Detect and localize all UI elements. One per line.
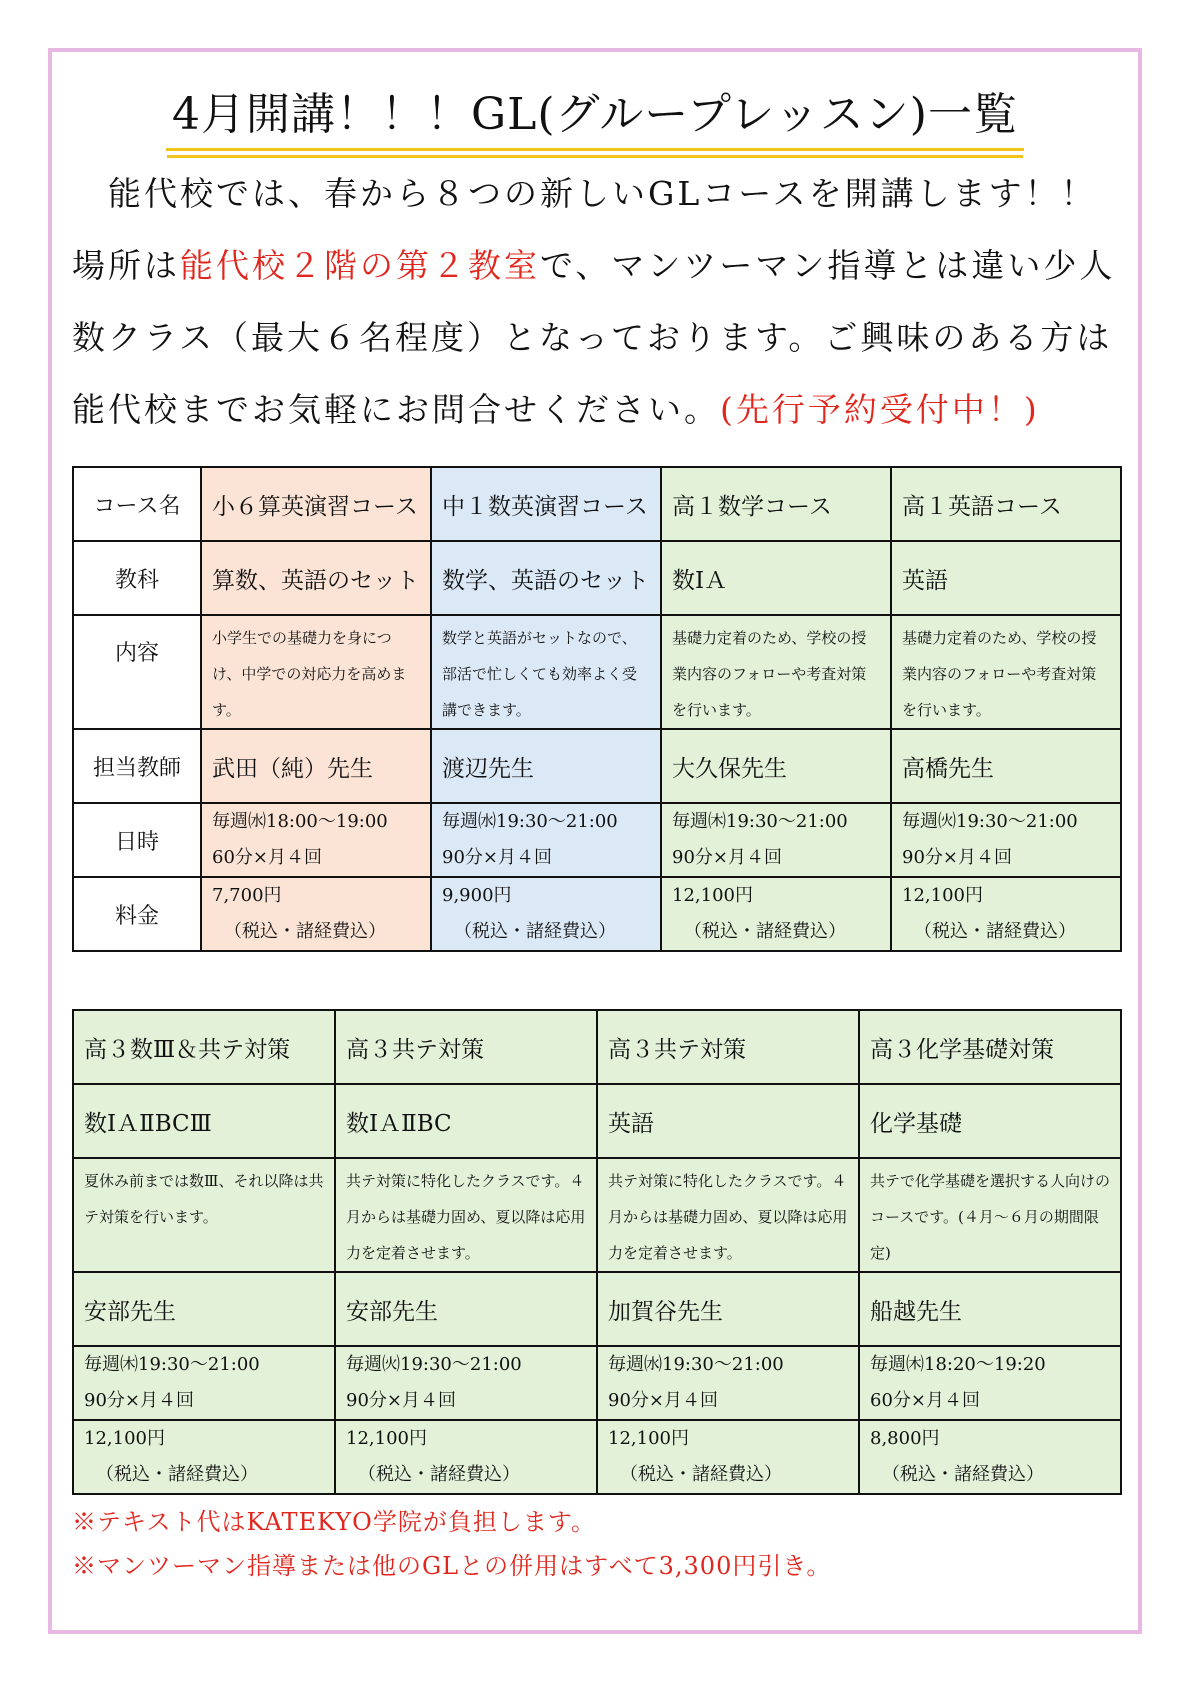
schedule-time: 毎週㈫19:30～21:00 xyxy=(346,1354,522,1375)
page-title: 4月開講！！！GL(グループレッスン)一覧 xyxy=(166,78,1024,151)
schedule-time: 毎週㈭19:30～21:00 xyxy=(672,811,848,832)
intro-line-2 xyxy=(72,230,1132,302)
course-price xyxy=(661,877,891,951)
course-content: 基礎力定着のため、学校の授業内容のフォローや考査対策を行います。 xyxy=(661,615,891,729)
schedule-time: 毎週㈬19:30～21:00 xyxy=(442,811,618,832)
course-schedule xyxy=(661,803,891,877)
course-subject: 数学、英語のセット xyxy=(431,541,661,615)
course-price xyxy=(431,877,661,951)
course-schedule xyxy=(597,1346,859,1420)
course-content: 共テで化学基礎を選択する人向けのコースです。(４月～６月の期間限定) xyxy=(859,1158,1121,1272)
course-price xyxy=(597,1420,859,1494)
row-course-name xyxy=(73,467,1121,541)
course-subject: 数ⅠＡ xyxy=(661,541,891,615)
price-tax-note: （税込・諸経費込） xyxy=(224,921,386,942)
course-schedule xyxy=(431,803,661,877)
intro-line-4 xyxy=(72,374,1132,446)
price-amount: 12,100円 xyxy=(902,885,983,906)
course-content: 夏休み前までは数Ⅲ、それ以降は共テ対策を行います。 xyxy=(73,1158,335,1272)
price-tax-note: （税込・諸経費込） xyxy=(914,921,1076,942)
price-amount: 7,700円 xyxy=(212,885,282,906)
footnote-text-cost: ※テキスト代はKATEKYO学院が負担します。 xyxy=(72,1508,596,1536)
row-schedule xyxy=(73,1346,1121,1420)
course-price xyxy=(201,877,431,951)
course-schedule xyxy=(859,1346,1121,1420)
course-subject: 英語 xyxy=(891,541,1121,615)
schedule-frequency: 60分×月４回 xyxy=(870,1390,980,1411)
schedule-time: 毎週㈭18:20～19:20 xyxy=(870,1354,1046,1375)
footnote-discount: ※マンツーマン指導または他のGLとの併用はすべて3,300円引き。 xyxy=(72,1552,832,1580)
label-schedule: 日時 xyxy=(73,803,201,877)
row-subject xyxy=(73,541,1121,615)
intro-location: 能代校２階の第２教室 xyxy=(180,246,540,285)
row-teacher xyxy=(73,729,1121,803)
course-teacher: 武田（純）先生 xyxy=(201,729,431,803)
row-teacher xyxy=(73,1272,1121,1346)
schedule-frequency: 90分×月４回 xyxy=(346,1390,456,1411)
schedule-time: 毎週㈬18:00～19:00 xyxy=(212,811,388,832)
course-schedule xyxy=(891,803,1121,877)
course-content: 小学生での基礎力を身につけ、中学での対応力を高めます。 xyxy=(201,615,431,729)
course-content: 基礎力定着のため、学校の授業内容のフォローや考査対策を行います。 xyxy=(891,615,1121,729)
course-subject: 数ⅠＡⅡBC xyxy=(335,1084,597,1158)
course-subject: 算数、英語のセット xyxy=(201,541,431,615)
course-name: 高３共テ対策 xyxy=(335,1010,597,1084)
row-content xyxy=(73,615,1121,729)
course-price xyxy=(73,1420,335,1494)
intro-text xyxy=(72,158,1132,446)
intro-line-2a: 場所は xyxy=(72,246,180,285)
course-teacher: 高橋先生 xyxy=(891,729,1121,803)
row-price xyxy=(73,1420,1121,1494)
course-name: 小６算英演習コース xyxy=(201,467,431,541)
price-amount: 12,100円 xyxy=(608,1428,689,1449)
course-name: 中１数英演習コース xyxy=(431,467,661,541)
course-subject: 数ⅠＡⅡBCⅢ xyxy=(73,1084,335,1158)
intro-line-3: 数クラス（最大６名程度）となっております。ご興味のある方は xyxy=(72,318,1113,357)
price-tax-note: （税込・諸経費込） xyxy=(96,1464,258,1485)
course-name: 高３化学基礎対策 xyxy=(859,1010,1121,1084)
course-teacher: 安部先生 xyxy=(335,1272,597,1346)
price-amount: 12,100円 xyxy=(346,1428,427,1449)
price-amount: 8,800円 xyxy=(870,1428,940,1449)
schedule-frequency: 90分×月４回 xyxy=(84,1390,194,1411)
intro-line-4a: 能代校までお気軽にお問合せください。 xyxy=(72,390,720,429)
schedule-frequency: 90分×月４回 xyxy=(608,1390,718,1411)
schedule-time: 毎週㈫19:30～21:00 xyxy=(902,811,1078,832)
label-teacher: 担当教師 xyxy=(73,729,201,803)
course-price xyxy=(859,1420,1121,1494)
price-tax-note: （税込・諸経費込） xyxy=(358,1464,520,1485)
label-course-name: コース名 xyxy=(73,467,201,541)
course-content: 共テ対策に特化したクラスです。４月からは基礎力固め、夏以降は応用力を定着させます。 xyxy=(597,1158,859,1272)
schedule-frequency: 60分×月４回 xyxy=(212,847,322,868)
course-teacher: 渡辺先生 xyxy=(431,729,661,803)
row-price xyxy=(73,877,1121,951)
course-subject: 化学基礎 xyxy=(859,1084,1121,1158)
label-content: 内容 xyxy=(73,615,201,729)
row-schedule xyxy=(73,803,1121,877)
course-table-1 xyxy=(72,466,1122,952)
price-amount: 12,100円 xyxy=(84,1428,165,1449)
row-content xyxy=(73,1158,1121,1272)
row-subject xyxy=(73,1084,1121,1158)
course-subject: 英語 xyxy=(597,1084,859,1158)
schedule-frequency: 90分×月４回 xyxy=(902,847,1012,868)
footnotes xyxy=(72,1500,1132,1588)
course-price xyxy=(891,877,1121,951)
price-tax-note: （税込・諸経費込） xyxy=(684,921,846,942)
intro-reservation: (先行予約受付中！) xyxy=(720,390,1040,429)
course-price xyxy=(335,1420,597,1494)
course-schedule xyxy=(335,1346,597,1420)
price-amount: 9,900円 xyxy=(442,885,512,906)
course-name: 高３共テ対策 xyxy=(597,1010,859,1084)
schedule-frequency: 90分×月４回 xyxy=(672,847,782,868)
price-tax-note: （税込・諸経費込） xyxy=(620,1464,782,1485)
schedule-time: 毎週㈭19:30～21:00 xyxy=(84,1354,260,1375)
price-tax-note: （税込・諸経費込） xyxy=(454,921,616,942)
schedule-time: 毎週㈬19:30～21:00 xyxy=(608,1354,784,1375)
course-content: 共テ対策に特化したクラスです。４月からは基礎力固め、夏以降は応用力を定着させます。 xyxy=(335,1158,597,1272)
course-name: 高３数Ⅲ＆共テ対策 xyxy=(73,1010,335,1084)
label-subject: 教科 xyxy=(73,541,201,615)
intro-line-1: 能代校では、春から８つの新しいGLコースを開講します！！ xyxy=(108,174,1097,213)
price-amount: 12,100円 xyxy=(672,885,753,906)
price-tax-note: （税込・諸経費込） xyxy=(882,1464,1044,1485)
course-teacher: 大久保先生 xyxy=(661,729,891,803)
course-content: 数学と英語がセットなので、部活で忙しくても効率よく受講できます。 xyxy=(431,615,661,729)
course-teacher: 船越先生 xyxy=(859,1272,1121,1346)
course-name: 高１数学コース xyxy=(661,467,891,541)
course-schedule xyxy=(73,1346,335,1420)
course-table-2 xyxy=(72,1009,1122,1495)
course-teacher: 加賀谷先生 xyxy=(597,1272,859,1346)
course-schedule xyxy=(201,803,431,877)
label-price: 料金 xyxy=(73,877,201,951)
course-teacher: 安部先生 xyxy=(73,1272,335,1346)
course-name: 高１英語コース xyxy=(891,467,1121,541)
schedule-frequency: 90分×月４回 xyxy=(442,847,552,868)
intro-line-2b: で、マンツーマン指導とは違い少人 xyxy=(540,246,1116,285)
row-course-name xyxy=(73,1010,1121,1084)
